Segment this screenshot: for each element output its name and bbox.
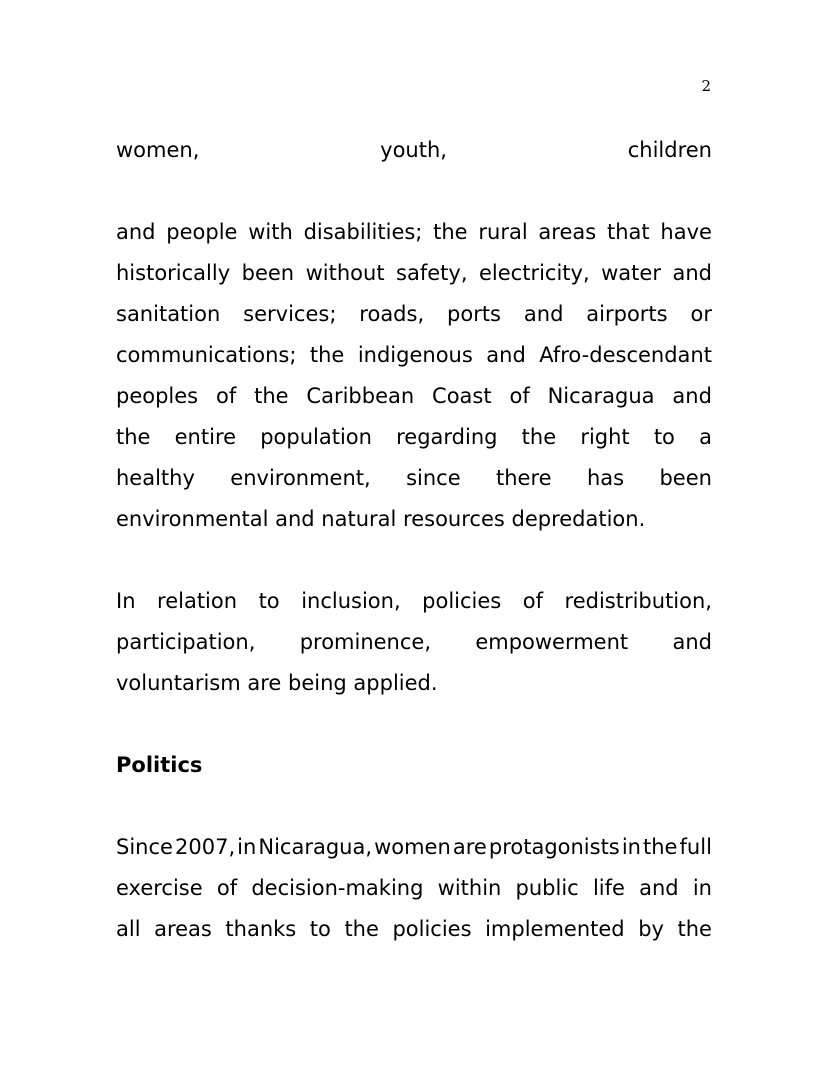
text-line: historically been without safety, electricity, water and: [116, 261, 712, 285]
text-line: all areas thanks to the policies implemented by the: [116, 917, 712, 941]
text-line: voluntarism are being applied.: [116, 671, 438, 695]
page-number: 2: [701, 77, 711, 95]
paragraph: [116, 827, 712, 950]
text-line: healthy environment, since there has been: [116, 466, 712, 490]
paragraph-gap: [116, 171, 712, 212]
text-line: women, youth, children: [116, 138, 712, 162]
text-line: exercise of decision-making within public life and in: [116, 876, 712, 900]
paragraph-gap: [116, 704, 712, 745]
paragraph: [116, 581, 712, 704]
text-line: peoples of the Caribbean Coast of Nicaragua and: [116, 384, 712, 408]
paragraph: [116, 130, 712, 171]
paragraph-gap: [116, 786, 712, 827]
section-heading: Politics: [116, 753, 203, 777]
text-line: In relation to inclusion, policies of redistribution,: [116, 589, 712, 613]
text-line: environmental and natural resources depredation.: [116, 507, 646, 531]
paragraph: [116, 212, 712, 540]
text-line: communications; the indigenous and Afro-descendant: [116, 343, 712, 367]
document-body: [116, 130, 712, 950]
text-line: participation, prominence, empowerment and: [116, 630, 712, 654]
text-line: the entire population regarding the right to a: [116, 425, 712, 449]
text-line: sanitation services; roads, ports and airports or: [116, 302, 712, 326]
text-line: and people with disabilities; the rural areas that have: [116, 220, 712, 244]
paragraph-gap: [116, 540, 712, 581]
text-line: Since 2007, in Nicaragua, women are protagonists in the full: [116, 835, 712, 859]
